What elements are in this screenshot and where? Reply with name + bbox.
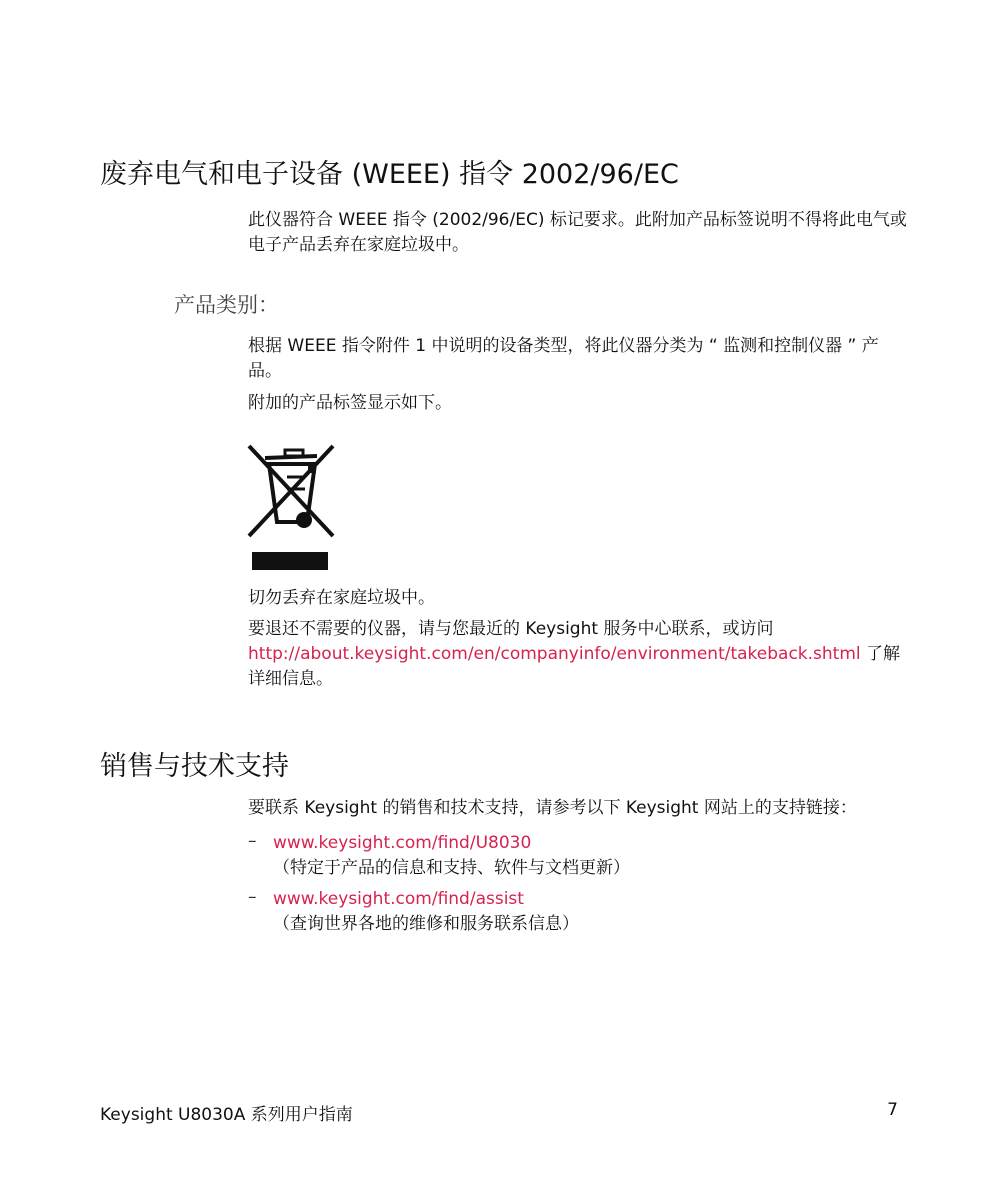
support-item-dash: – bbox=[248, 887, 257, 907]
return-paragraph bbox=[248, 617, 908, 692]
weee-intro: 此仪器符合 WEEE 指令 (2002/96/EC) 标记要求。此附加产品标签说明不得将此电气或电子产品丢弃在家庭垃圾中。 bbox=[248, 210, 907, 255]
crossed-out-wheelie-bin-icon bbox=[247, 444, 337, 574]
footer-doc-title: Keysight U8030A 系列用户指南 bbox=[100, 1105, 353, 1125]
do-not-dispose-text: 切勿丢弃在家庭垃圾中。 bbox=[248, 588, 435, 608]
return-text-after: 了解详细信息。 bbox=[248, 644, 901, 689]
label-text: 附加的产品标签显示如下。 bbox=[248, 393, 452, 413]
page-number: 7 bbox=[887, 1100, 898, 1120]
category-heading: 产品类别： bbox=[174, 293, 279, 317]
takeback-link[interactable]: http://about.keysight.com/en/companyinfo/environment/takeback.shtml bbox=[248, 644, 861, 664]
support-item-dash: – bbox=[248, 831, 257, 851]
support-item bbox=[273, 831, 913, 881]
support-item bbox=[273, 887, 913, 937]
assist-description: （查询世界各地的维修和服务联系信息） bbox=[273, 914, 579, 934]
category-text: 根据 WEEE 指令附件 1 中说明的设备类型，将此仪器分类为 “ 监测和控制仪器 ” 产品。 bbox=[248, 336, 879, 381]
assist-link[interactable]: www.keysight.com/find/assist bbox=[273, 889, 524, 909]
support-title: 销售与技术支持 bbox=[100, 751, 289, 782]
weee-title: 废弃电气和电子设备 (WEEE) 指令 2002/96/EC bbox=[100, 159, 679, 190]
return-text-before: 要退还不需要的仪器，请与您最近的 Keysight 服务中心联系，或访问 bbox=[248, 619, 774, 639]
u8030-link[interactable]: www.keysight.com/find/U8030 bbox=[273, 833, 532, 853]
support-intro: 要联系 Keysight 的销售和技术支持，请参考以下 Keysight 网站上的支持链接： bbox=[248, 798, 857, 818]
u8030-description: （特定于产品的信息和支持、软件与文档更新） bbox=[273, 858, 630, 878]
